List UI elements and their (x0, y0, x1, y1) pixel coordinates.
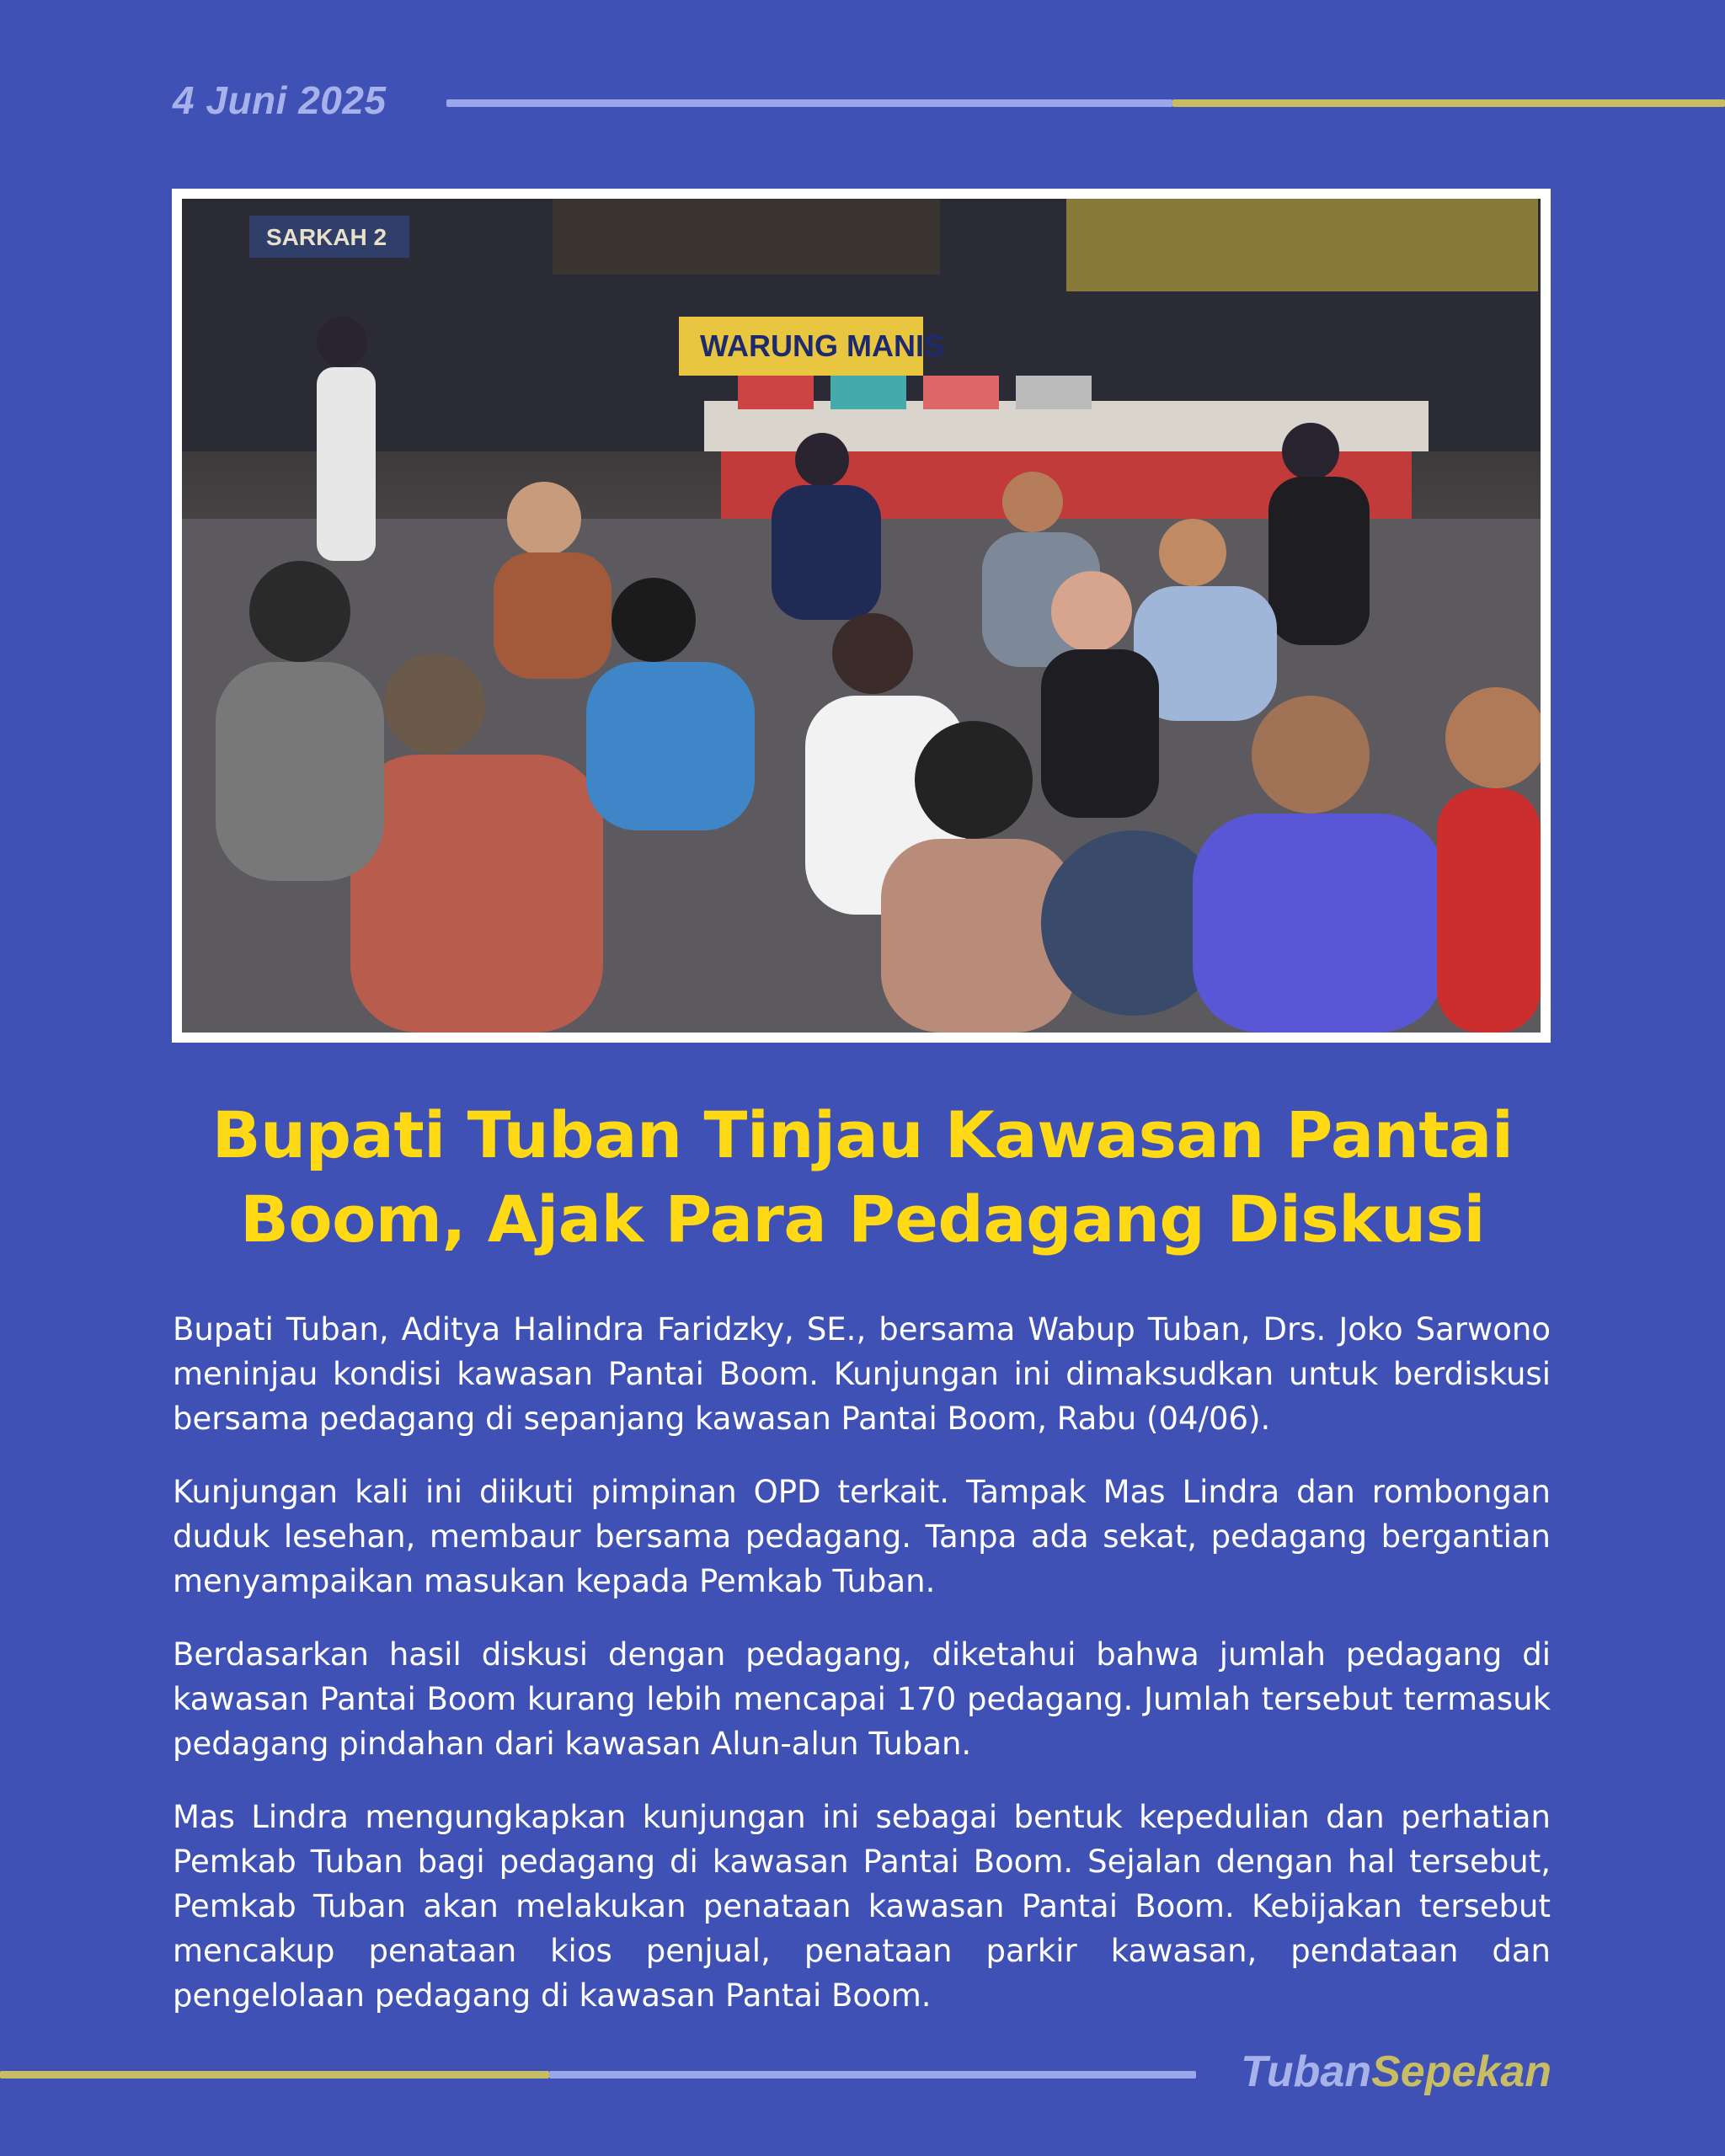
stall-sign-text: SARKAH 2 (266, 224, 387, 250)
brand-logo (1241, 2047, 1551, 2097)
article-body (173, 1307, 1551, 2047)
photo-illustration (182, 199, 1541, 1033)
article-paragraph-1: Bupati Tuban, Aditya Halindra Faridzky, SE., bersama Wabup Tuban, Drs. Joko Sarwono meninjau kondisi kawasan Pantai Boom. Kunjungan ini dimaksudkan untuk berdiskusi bersama pedagang di sepanjang kawasan Pantai Boom, Rabu (04/06). (173, 1311, 1551, 1437)
article-title: Bupati Tuban Tinjau Kawasan Pantai Boom, Ajak Para Pedagang Diskusi (211, 1097, 1514, 1257)
news-photo-frame (172, 189, 1551, 1043)
header-rule-gold (1172, 99, 1725, 107)
publish-date: 4 Juni 2025 (173, 78, 387, 122)
brand-name-part1: Tuban (1241, 2047, 1372, 2096)
news-photo (182, 199, 1541, 1033)
banner-text: WARUNG MANIS (700, 328, 944, 363)
brand-name-part2: Sepekan (1371, 2047, 1551, 2096)
header-rule-light (446, 99, 1172, 107)
article-paragraph-2: Kunjungan kali ini diikuti pimpinan OPD terkait. Tampak Mas Lindra dan rombongan duduk lesehan, membaur bersama pedagang. Tanpa ada sekat, pedagang bergantian menyampaikan masukan kepada Pemkab Tuban. (173, 1474, 1551, 1599)
footer-rule-light (549, 2071, 1196, 2079)
footer-rule-gold (0, 2071, 549, 2079)
article-paragraph-3: Berdasarkan hasil diskusi dengan pedagang, diketahui bahwa jumlah pedagang di kawasan Pantai Boom kurang lebih mencapai 170 pedagang. Jumlah tersebut termasuk pedagang pindahan dari kawasan Alun-alun Tuban. (173, 1636, 1551, 1762)
article-paragraph-4: Mas Lindra mengungkapkan kunjungan ini sebagai bentuk kepedulian dan perhatian Pemkab Tuban bagi pedagang di kawasan Pantai Boom. Sejalan dengan hal tersebut, Pemkab Tuban akan melakukan penataan kawasan Pantai Boom. Kebijakan tersebut mencakup penataan kios penjual, penataan parkir kawasan, pendataan dan pengelolaan pedagang di kawasan Pantai Boom. (173, 1799, 1551, 2014)
